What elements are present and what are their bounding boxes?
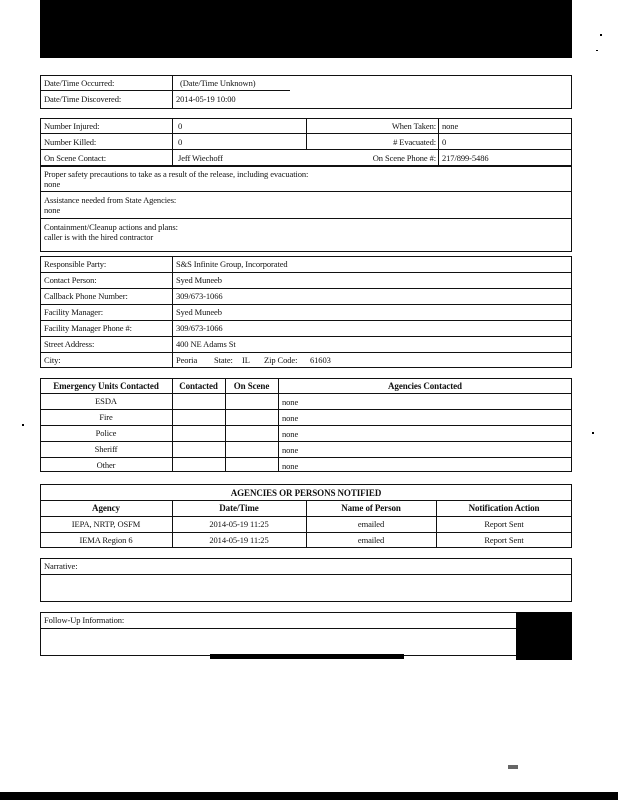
state-value: IL (242, 355, 250, 365)
on-scene-phone-value: 217/899-5486 (442, 153, 489, 163)
facility-manager-phone-label: Facility Manager Phone #: (44, 323, 132, 333)
notified-action: Report Sent (484, 535, 524, 545)
scan-speck (592, 432, 594, 434)
agencies-contacted-header: Agencies Contacted (388, 381, 462, 391)
street-address-value: 400 NE Adams St (176, 339, 236, 349)
followup-label: Follow-Up Information: (44, 615, 125, 625)
city-value: Peoria (176, 355, 198, 365)
city-label: City: (44, 355, 61, 365)
notified-datetime: 2014-05-19 11:25 (209, 519, 269, 529)
on-scene-header: On Scene (233, 381, 270, 391)
notified-agency: IEPA, NRTP, OSFM (71, 519, 141, 529)
notified-action: Report Sent (484, 519, 524, 529)
when-taken-value: none (442, 121, 459, 131)
evacuated-label: # Evacuated: (393, 137, 436, 147)
agencies-other: none (282, 461, 299, 471)
scan-speck (600, 34, 602, 36)
agencies-police: none (282, 429, 299, 439)
agency-header: Agency (92, 503, 120, 513)
zip-label: Zip Code: (264, 355, 298, 365)
assistance-label: Assistance needed from State Agencies: (44, 195, 177, 205)
agencies-sheriff: none (282, 445, 299, 455)
callback-phone-value: 309/673-1066 (176, 291, 223, 301)
contacted-header: Contacted (179, 381, 218, 391)
precautions-label: Proper safety precautions to take as a result of the release, including evacuation: (44, 169, 309, 179)
notified-person: emailed (357, 519, 385, 529)
redaction-bar-top (40, 0, 572, 58)
killed-label: Number Killed: (44, 137, 97, 147)
zip-value: 61603 (310, 355, 331, 365)
discovered-label: Date/Time Discovered: (44, 94, 122, 104)
discovered-value: 2014-05-19 10:00 (176, 94, 236, 104)
action-header: Notification Action (468, 503, 540, 513)
notified-datetime: 2014-05-19 11:25 (209, 535, 269, 545)
contact-person-label: Contact Person: (44, 275, 97, 285)
agencies-fire: none (282, 413, 299, 423)
on-scene-phone-label: On Scene Phone #: (372, 153, 436, 163)
callback-phone-label: Callback Phone Number: (44, 291, 128, 301)
scan-speck (596, 50, 598, 51)
notified-title: AGENCIES OR PERSONS NOTIFIED (230, 488, 382, 498)
occurred-label: Date/Time Occurred: (44, 78, 115, 88)
precautions-value: none (44, 179, 61, 189)
facility-manager-value: Syed Muneeb (176, 307, 222, 317)
unit-police: Police (95, 428, 117, 438)
on-scene-contact-value: Jeff Wiechoff (178, 153, 223, 163)
on-scene-contact-label: On Scene Contact: (44, 153, 107, 163)
agencies-esda: none (282, 397, 299, 407)
when-taken-label: When Taken: (391, 121, 436, 131)
state-label: State: (214, 355, 233, 365)
unit-esda: ESDA (95, 396, 117, 406)
evacuated-value: 0 (442, 137, 447, 147)
unit-sheriff: Sheriff (94, 444, 118, 454)
narrative-label: Narrative: (44, 561, 78, 571)
unit-fire: Fire (99, 412, 113, 422)
notified-agency: IEMA Region 6 (79, 535, 133, 545)
injured-label: Number Injured: (44, 121, 100, 131)
scan-speck (508, 765, 518, 769)
redaction-bar-followup (210, 654, 404, 659)
assistance-value: none (44, 205, 61, 215)
containment-value: caller is with the hired contractor (44, 232, 154, 242)
containment-label: Containment/Cleanup actions and plans: (44, 222, 178, 232)
datetime-header: Date/Time (219, 503, 259, 513)
redaction-bar-bottom (0, 792, 618, 800)
emergency-units-header: Emergency Units Contacted (53, 381, 159, 391)
killed-value: 0 (178, 137, 183, 147)
injured-value: 0 (178, 121, 183, 131)
contact-person-value: Syed Muneeb (176, 275, 222, 285)
person-header: Name of Person (341, 503, 401, 513)
responsible-party-label: Responsible Party: (44, 259, 107, 269)
facility-manager-phone-value: 309/673-1066 (176, 323, 223, 333)
redaction-block-followup (516, 612, 572, 660)
street-address-label: Street Address: (44, 339, 95, 349)
unit-other: Other (96, 460, 116, 470)
scan-speck (22, 424, 24, 426)
responsible-party-value: S&S Infinite Group, Incorporated (176, 259, 288, 269)
notified-person: emailed (357, 535, 385, 545)
facility-manager-label: Facility Manager: (44, 307, 103, 317)
occurred-value: (Date/Time Unknown) (180, 78, 256, 88)
